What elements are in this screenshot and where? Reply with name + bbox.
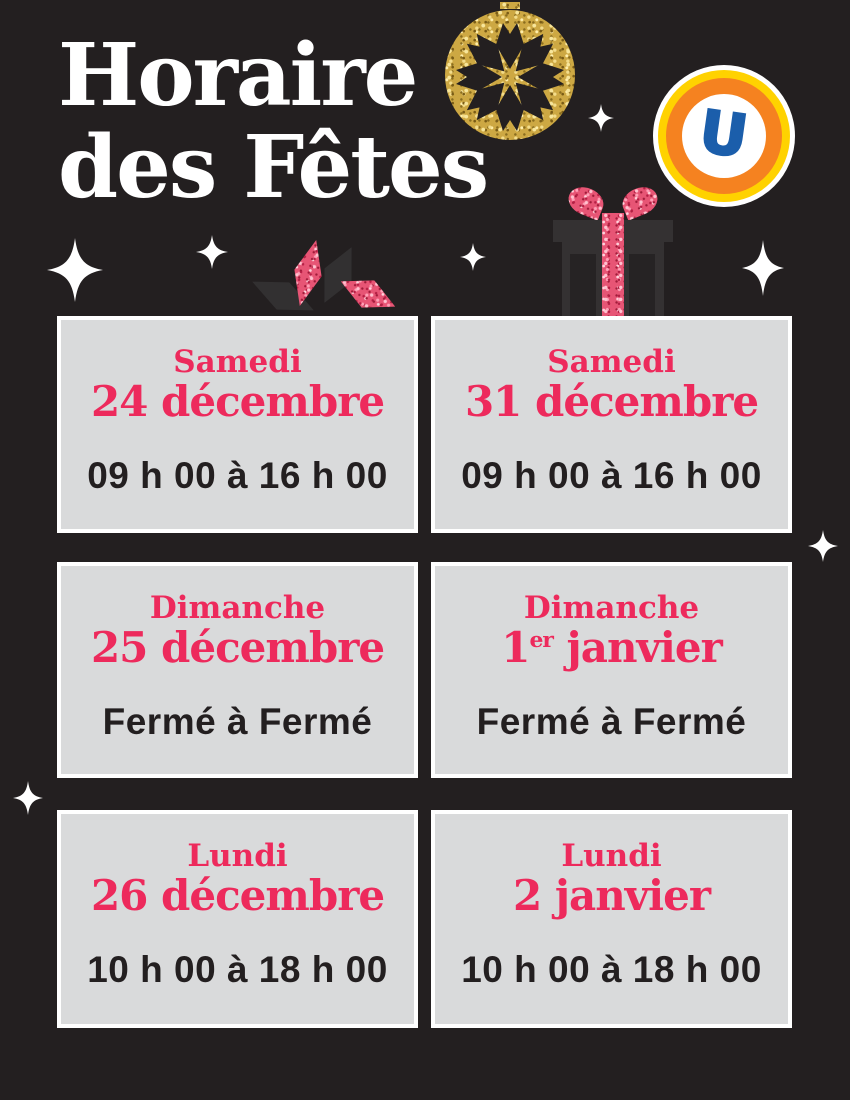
card-hours-label: Fermé à Fermé xyxy=(476,701,747,742)
schedule-card-jan2 xyxy=(431,810,792,1028)
card-day-label: Samedi xyxy=(173,344,302,380)
card-date-label xyxy=(465,379,758,425)
card-hours-label: 09 h 00 à 16 h 00 xyxy=(87,455,388,496)
schedule-card-dec26 xyxy=(57,810,418,1028)
card-date-label xyxy=(91,625,384,671)
card-date-main: 31 décembre xyxy=(464,377,759,426)
sparkle-icon xyxy=(196,235,228,269)
card-day-label: Dimanche xyxy=(149,590,326,626)
sparkle-icon xyxy=(588,104,614,132)
card-date-label xyxy=(91,379,384,425)
schedule-card-jan1 xyxy=(431,562,792,778)
card-date-main: 26 décembre xyxy=(90,871,385,920)
card-day-label: Lundi xyxy=(187,838,288,874)
logo-white-disc xyxy=(682,94,766,178)
card-hours-label: 10 h 00 à 18 h 00 xyxy=(87,949,388,990)
logo-orange-ring xyxy=(666,78,782,194)
sparkle-icon xyxy=(742,240,784,296)
sparkle-icon xyxy=(808,530,838,562)
card-date-main: 1 xyxy=(501,623,530,672)
card-date-main: 25 décembre xyxy=(90,623,385,672)
card-date-main: 24 décembre xyxy=(90,377,385,426)
card-day-label: Dimanche xyxy=(523,590,700,626)
gift-panel-icon xyxy=(629,254,655,317)
logo-u-letter: U xyxy=(695,97,753,171)
page-title-line1: Horaire xyxy=(58,25,417,126)
card-date-label xyxy=(513,873,710,919)
sparkle-icon xyxy=(13,781,43,815)
schedule-card-dec24 xyxy=(57,316,418,533)
card-day-label: Lundi xyxy=(561,838,662,874)
card-date-label xyxy=(501,625,721,671)
card-hours-label: 10 h 00 à 18 h 00 xyxy=(461,949,762,990)
schedule-card-dec31 xyxy=(431,316,792,533)
card-day-label: Samedi xyxy=(547,344,676,380)
card-date-label xyxy=(91,873,384,919)
page-title xyxy=(58,25,488,218)
gift-panel-icon xyxy=(570,254,596,317)
schedule-card-dec25 xyxy=(57,562,418,778)
card-hours-label: Fermé à Fermé xyxy=(102,701,373,742)
card-date-rest: janvier xyxy=(552,623,722,672)
card-hours-label: 09 h 00 à 16 h 00 xyxy=(461,455,762,496)
card-date-main: 2 janvier xyxy=(512,871,710,920)
sparkle-icon xyxy=(47,238,103,302)
ornament-cap-icon xyxy=(500,2,520,9)
card-date-sup: er xyxy=(529,627,553,653)
gift-bow-right-icon xyxy=(618,182,661,221)
u-store-logo xyxy=(653,65,795,207)
gift-ribbon-icon xyxy=(602,213,624,317)
sparkle-icon xyxy=(460,243,486,271)
logo-yellow-ring xyxy=(658,70,790,202)
page-title-line2: des Fêtes xyxy=(58,117,488,218)
